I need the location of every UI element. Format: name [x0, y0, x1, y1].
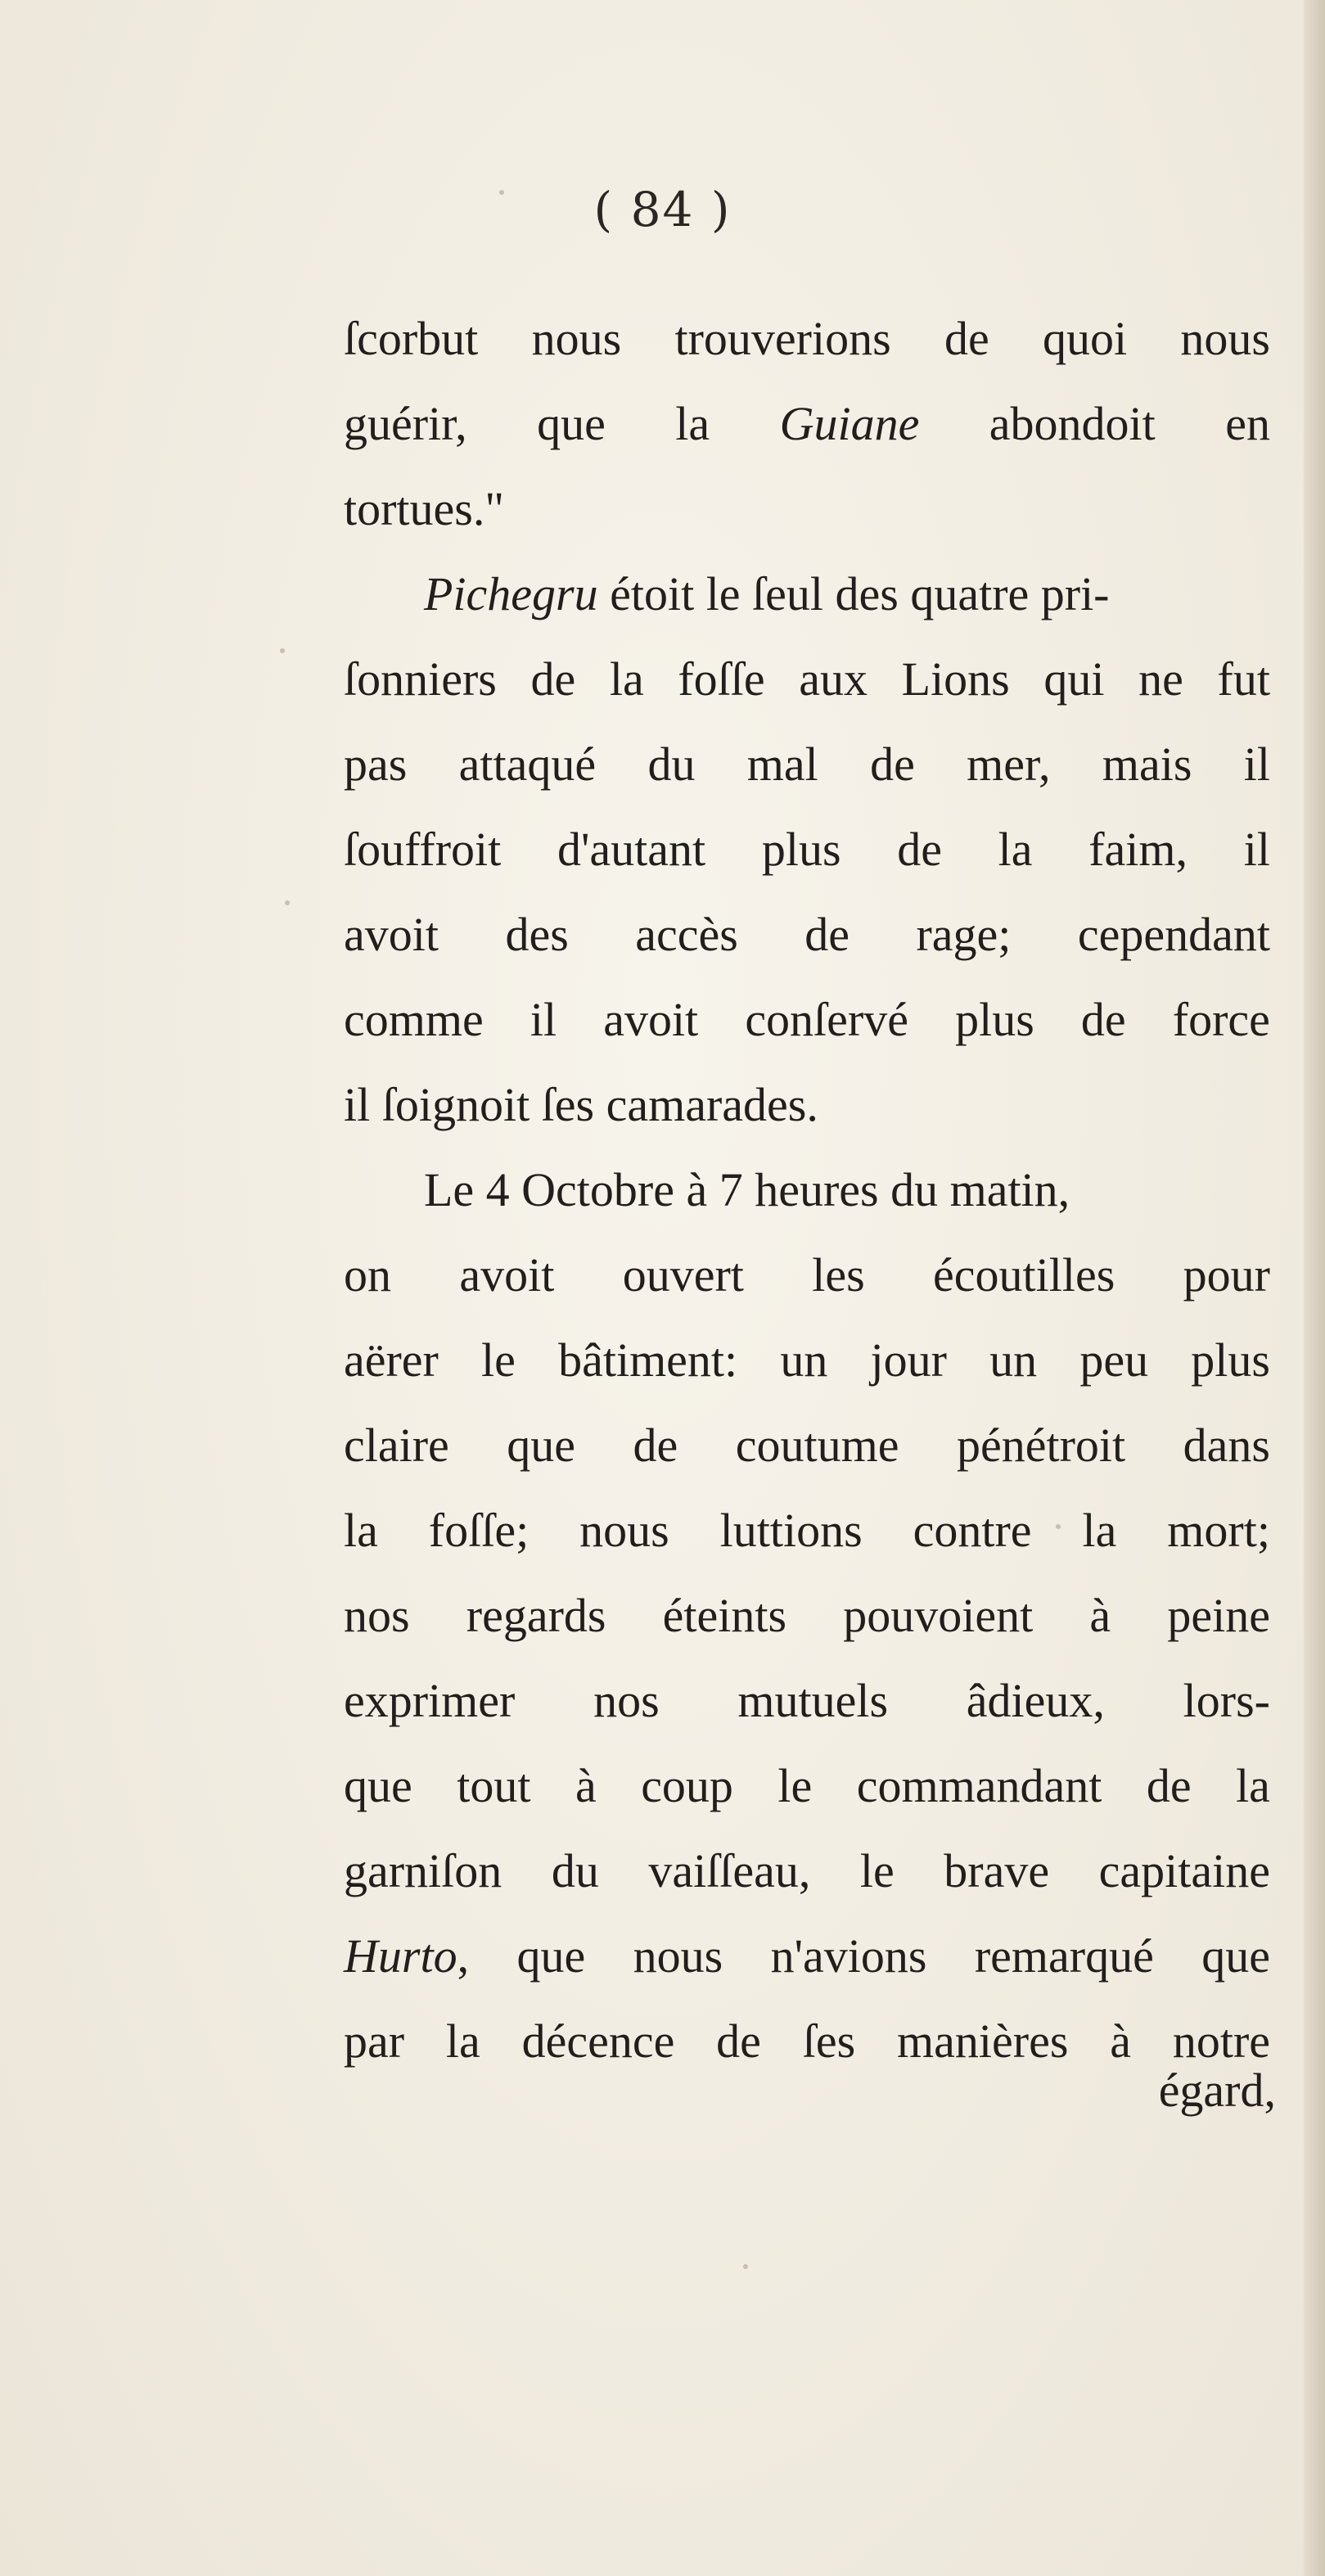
text-line — [344, 1999, 1270, 2084]
text-line — [344, 1744, 1270, 1829]
word: écoutilles — [933, 1248, 1115, 1302]
word: fut — [1217, 652, 1270, 706]
word: des — [505, 908, 569, 961]
word: que — [516, 1929, 586, 1983]
word: pénétroit — [957, 1419, 1126, 1472]
word: à — [575, 1759, 597, 1812]
word: à — [1089, 1589, 1111, 1642]
word: capitaine — [1098, 1844, 1270, 1897]
text-line — [344, 977, 1270, 1062]
word: n'avions — [770, 1929, 927, 1983]
word: remarqué — [974, 1929, 1154, 1983]
word: on — [344, 1248, 391, 1302]
text-line — [344, 381, 1270, 467]
word: ſcorbut — [344, 312, 479, 365]
word: claire — [344, 1419, 449, 1472]
word: coup — [641, 1759, 733, 1812]
word: de — [633, 1419, 678, 1472]
paper-speck — [280, 648, 285, 653]
word: quoi — [1042, 312, 1128, 365]
text-run: Le 4 Octobre à 7 heures du matin, — [424, 1163, 1070, 1216]
text-run: étoit le ſeul des quatre pri- — [597, 567, 1110, 620]
word: rage; — [916, 908, 1012, 961]
word: bâtiment: — [558, 1333, 738, 1387]
word: nous — [531, 312, 622, 365]
text-line — [344, 296, 1270, 381]
word: avoit — [459, 1248, 555, 1302]
word: Lions — [901, 652, 1010, 706]
text-line — [344, 807, 1270, 892]
word: accès — [635, 908, 738, 961]
word: de — [897, 823, 942, 876]
text-line — [344, 892, 1270, 977]
word: du — [551, 1844, 599, 1897]
word: la — [445, 2014, 480, 2068]
word: que — [1201, 1929, 1270, 1983]
word: contre — [913, 1504, 1032, 1557]
word: mais — [1102, 738, 1192, 791]
word: un — [780, 1333, 828, 1387]
word: la — [344, 1504, 378, 1557]
text-line — [344, 1573, 1270, 1658]
word: guérir, — [344, 397, 467, 450]
word: nos — [344, 1589, 410, 1642]
word: de — [1146, 1759, 1192, 1812]
word: de — [804, 908, 850, 961]
word: la — [675, 397, 710, 450]
word: aërer — [344, 1333, 439, 1387]
word: un — [989, 1333, 1038, 1387]
word: dans — [1183, 1419, 1270, 1472]
word: la — [609, 652, 644, 706]
word: du — [647, 738, 696, 791]
word: cependant — [1077, 908, 1270, 961]
text-line — [344, 1233, 1270, 1318]
word: comme — [344, 993, 484, 1046]
paper-speck — [743, 2264, 748, 2269]
word: attaqué — [458, 738, 597, 791]
word: d'autant — [557, 823, 706, 876]
word: plus — [955, 993, 1034, 1046]
page-number: ( 84 ) — [593, 182, 732, 237]
word: de — [870, 738, 915, 791]
word: pour — [1183, 1248, 1270, 1302]
italic-text: Pichegru — [424, 567, 598, 620]
word: mutuels — [737, 1674, 889, 1727]
word: ſonniers — [344, 652, 497, 706]
word: foſſe; — [428, 1504, 530, 1557]
word: coutume — [735, 1419, 899, 1472]
word: plus — [761, 823, 841, 876]
word: mort; — [1167, 1504, 1270, 1557]
word: force — [1172, 993, 1270, 1046]
word: luttions — [719, 1504, 863, 1557]
word: la — [1236, 1759, 1270, 1812]
word: exprimer — [344, 1674, 516, 1727]
text-line — [344, 1829, 1270, 1914]
word: jour — [870, 1333, 947, 1387]
text-line — [344, 1148, 1270, 1233]
word: le — [859, 1844, 895, 1897]
word: la — [1082, 1504, 1117, 1557]
word: regards — [466, 1589, 606, 1642]
word: avoit — [344, 908, 439, 961]
word: la — [998, 823, 1033, 876]
word: avoit — [603, 993, 699, 1046]
word: de — [716, 2014, 761, 2068]
word: trouverions — [674, 312, 891, 365]
text-line — [344, 1062, 1270, 1148]
word: pouvoient — [843, 1589, 1034, 1642]
word: en — [1225, 397, 1270, 450]
word: il — [1243, 823, 1270, 876]
word: nous — [579, 1504, 669, 1557]
word: le — [777, 1759, 813, 1812]
text-run: tortues." — [344, 482, 505, 535]
page-edge — [1304, 0, 1325, 2576]
text-line — [344, 467, 1270, 552]
word: ouvert — [622, 1248, 744, 1302]
word: conſervé — [745, 993, 908, 1046]
paper-speck — [499, 190, 504, 195]
text-line — [344, 552, 1270, 637]
word: Guiane — [779, 397, 920, 450]
word: aux — [799, 652, 868, 706]
word: manières — [897, 2014, 1069, 2068]
word: brave — [944, 1844, 1050, 1897]
text-line — [344, 637, 1270, 722]
word: âdieux, — [966, 1674, 1105, 1727]
word: faim, — [1088, 823, 1188, 876]
word: foſſe — [678, 652, 765, 706]
word: ſes — [802, 2014, 856, 2068]
word: notre — [1172, 2014, 1270, 2068]
word: pas — [344, 738, 408, 791]
word: il — [530, 993, 557, 1046]
text-line — [344, 1488, 1270, 1573]
word: mal — [746, 738, 818, 791]
word: que — [507, 1419, 576, 1472]
word: éteints — [662, 1589, 787, 1642]
word: ſouffroit — [344, 823, 502, 876]
word: que — [344, 1759, 412, 1812]
text-line — [344, 1658, 1270, 1744]
word: le — [481, 1333, 516, 1387]
text-line — [344, 1403, 1270, 1488]
word: commandant — [856, 1759, 1102, 1812]
word: ne — [1138, 652, 1183, 706]
word: lors- — [1183, 1674, 1270, 1727]
text-line — [344, 722, 1270, 807]
catchword: égard, — [1158, 2064, 1276, 2117]
word: de — [530, 652, 576, 706]
word: mer, — [967, 738, 1051, 791]
word: que — [537, 397, 606, 450]
word: nos — [593, 1674, 660, 1727]
word: garniſon — [344, 1844, 503, 1897]
word: plus — [1191, 1333, 1270, 1387]
paper-speck — [285, 900, 290, 905]
word: nous — [1180, 312, 1270, 365]
word: les — [812, 1248, 865, 1302]
paper-speck — [1056, 1524, 1061, 1529]
word: Hurto, — [344, 1929, 470, 1983]
word: de — [1080, 993, 1126, 1046]
text-line — [344, 1914, 1270, 1999]
word: il — [1243, 738, 1270, 791]
word: qui — [1043, 652, 1105, 706]
word: par — [344, 2014, 405, 2068]
word: vaiſſeau, — [648, 1844, 811, 1897]
word: peu — [1079, 1333, 1149, 1387]
text-run: il ſoignoit ſes camarades. — [344, 1078, 818, 1131]
word: peine — [1167, 1589, 1270, 1642]
word: abondoit — [989, 397, 1156, 450]
text-line — [344, 1318, 1270, 1403]
word: à — [1110, 2014, 1131, 2068]
word: de — [944, 312, 989, 365]
word: décence — [521, 2014, 675, 2068]
word: tout — [457, 1759, 531, 1812]
body-text — [344, 296, 1270, 2084]
word: nous — [633, 1929, 723, 1983]
